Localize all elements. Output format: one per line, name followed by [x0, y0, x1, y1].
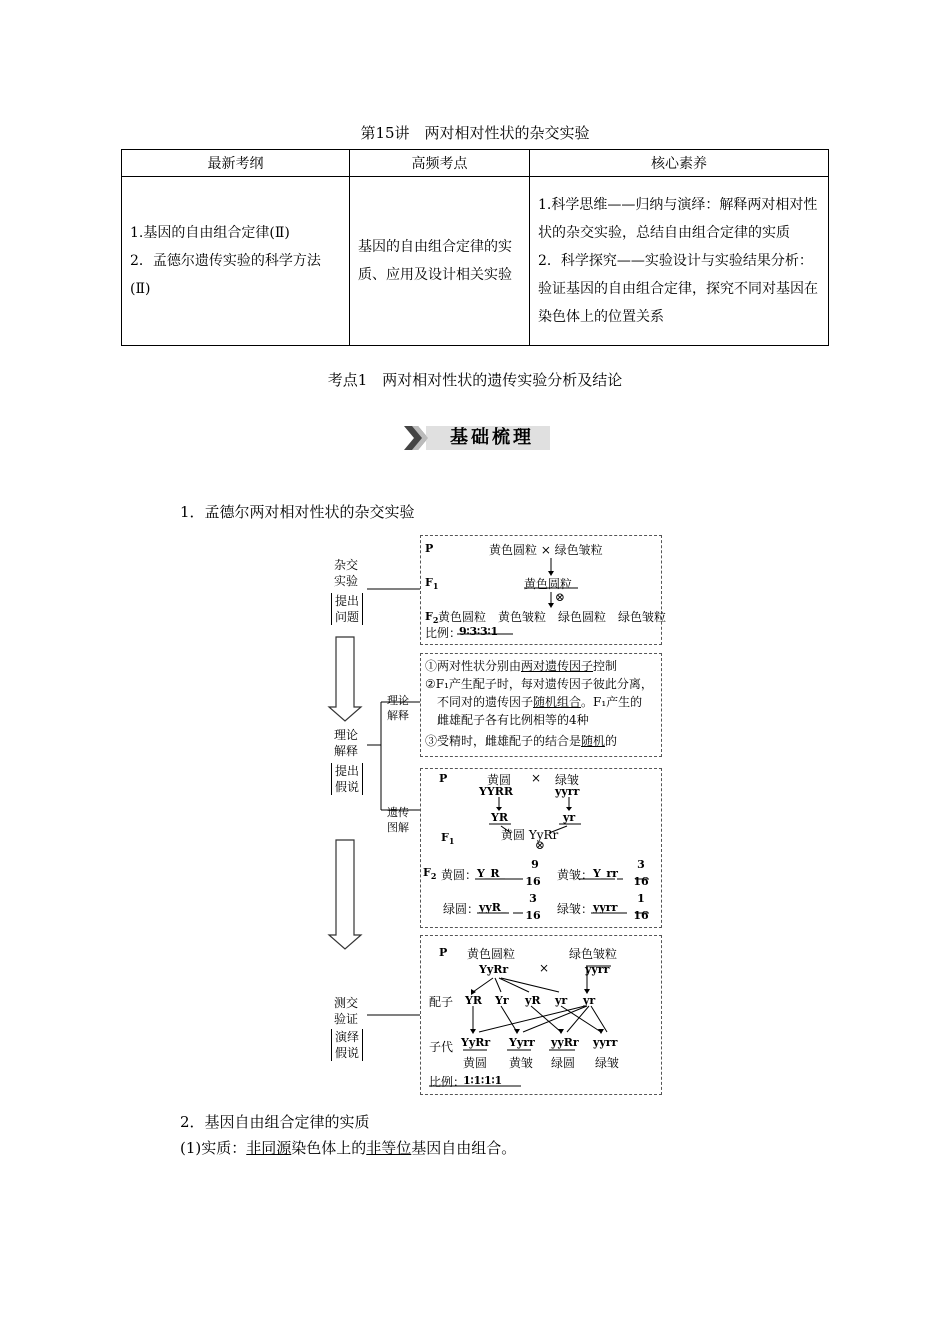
label-theory-branch	[383, 693, 413, 723]
table-header: 核心素养	[530, 150, 829, 177]
offspring-phenotype: 黄圆	[463, 1056, 488, 1070]
theory-line-5	[425, 732, 617, 750]
label-line: 问题	[334, 610, 359, 624]
gamete: yr	[555, 994, 568, 1007]
label-cross-experiment	[331, 557, 361, 589]
f-letter: F	[425, 610, 433, 623]
label-testcross	[331, 995, 361, 1027]
f-letter: F	[441, 831, 449, 844]
f2-green-round-label: 绿圆：	[443, 902, 480, 916]
label-line: 提出	[334, 764, 359, 778]
box-testcross	[420, 935, 662, 1095]
fraction-den: 16	[633, 909, 649, 922]
f-letter: F	[425, 576, 433, 589]
box3-f2-label	[423, 866, 436, 881]
label-line: 假说	[334, 1046, 359, 1060]
box3-geno1: YYRR	[479, 785, 513, 798]
label-pose-question	[331, 593, 363, 625]
box1-parent-cross: 黄色圆粒 × 绿色皱粒	[489, 543, 603, 557]
fraction-den: 16	[525, 875, 541, 888]
box4-pheno1: 黄色圆粒	[467, 947, 516, 961]
box4-pheno2: 绿色皱粒	[569, 947, 618, 961]
text-span: 基因自由组合。	[411, 1139, 517, 1157]
offspring-genotype: yyrr	[593, 1036, 618, 1049]
cell-line: 1.科学思维——归纳与演绎：解释两对相对性状的杂交实验，总结自由组合定律的实质	[538, 197, 818, 241]
box1-f1-pheno: 黄色圆粒	[524, 577, 573, 591]
box-genetic-chart	[420, 768, 662, 928]
text-underlined: 非等位	[366, 1139, 412, 1157]
box3-gamete2: yr	[563, 811, 576, 824]
f-sub: 2	[430, 871, 437, 882]
box1-ratio-label: 比例：	[425, 626, 462, 640]
text-span: 不同对的遗传因子	[437, 695, 534, 709]
table-header: 最新考纲	[122, 150, 350, 177]
lecture-title: 第15讲 两对相对性状的杂交实验	[360, 124, 590, 142]
label-line: 杂交	[333, 558, 358, 572]
self-cross-icon: ⊗	[535, 838, 546, 852]
table-cell	[122, 177, 350, 346]
label-line: 演绎	[334, 1030, 359, 1044]
label-line: 解释	[333, 744, 358, 758]
box4-ratio: 1∶1∶1∶1	[463, 1074, 503, 1087]
label-line: 测交	[333, 996, 358, 1010]
label-theory-explain	[331, 727, 361, 759]
offspring-genotype: yyRr	[551, 1036, 579, 1049]
text-underlined: 随机组合	[533, 695, 582, 709]
point-title: 考点1 两对相对性状的遗传实验分析及结论	[327, 371, 623, 389]
label-line: 提出	[334, 594, 359, 608]
f2-green-wrinkled-geno: yyrr	[593, 901, 618, 914]
text-span: 控制	[593, 659, 618, 673]
theory-line-4: 雌雄配子各有比例相等的4种	[437, 713, 589, 727]
fraction-num: 3	[529, 892, 537, 905]
cell-line: 1.基因的自由组合定律(Ⅱ)	[130, 225, 290, 241]
label-line: 实验	[333, 574, 358, 588]
box3-f1-text: 黄圆 YyRr	[501, 828, 559, 842]
theory-line-3	[437, 693, 642, 711]
f-sub: 1	[448, 836, 455, 847]
table-header: 高频考点	[350, 150, 530, 177]
box4-ratio-label: 比例：	[429, 1075, 466, 1089]
essence-line	[180, 1137, 516, 1158]
box4-geno1: YyRr	[479, 963, 509, 976]
box1-f2-phenos: 黄色圆粒 黄色皱粒 绿色圆粒 绿色皱粒	[438, 610, 667, 624]
label-line: 理论	[387, 694, 409, 707]
label-line: 假说	[334, 780, 359, 794]
box4-gametes-label: 配子	[429, 995, 454, 1009]
text-span: 的	[605, 734, 618, 748]
box1-f2-label	[425, 610, 438, 625]
box3-f1-label	[441, 831, 454, 846]
text-span: 染色体上的	[291, 1139, 367, 1157]
table-cell: 基因的自由组合定律的实质、应用及设计相关实验	[350, 177, 530, 346]
label-hypothesis	[331, 763, 363, 795]
f2-green-round-geno: yyR_	[479, 901, 507, 914]
text-span: ③受精时，雌雄配子的结合是	[425, 734, 582, 748]
label-line: 遗传	[387, 806, 409, 819]
gamete: yr	[583, 994, 596, 1007]
gamete: YR	[465, 994, 482, 1007]
text-underlined: 非同源	[246, 1139, 292, 1157]
box1-ratio: 9∶3∶3∶1	[459, 625, 499, 638]
cell-line: 2．孟德尔遗传实验的科学方法(Ⅱ)	[130, 253, 321, 297]
self-cross-icon: ⊗	[555, 590, 566, 604]
label-line: 验证	[333, 1012, 358, 1026]
gamete: yR	[525, 994, 541, 1007]
box4-arrows	[421, 936, 661, 1094]
fraction-den: 16	[525, 909, 541, 922]
f2-yellow-wrinkled-geno: Y_rr	[593, 867, 618, 880]
box-theory	[420, 653, 662, 757]
box1-f1-label	[425, 576, 438, 591]
offspring-phenotype: 绿皱	[595, 1056, 620, 1070]
box3-gamete1: YR	[491, 811, 508, 824]
text-underlined: 随机	[581, 734, 606, 748]
f-letter: F	[423, 866, 431, 879]
offspring-phenotype: 黄皱	[509, 1056, 534, 1070]
f-sub: 2	[432, 615, 439, 626]
offspring-genotype: YyRr	[461, 1036, 491, 1049]
banner-text: 基础梳理	[450, 427, 534, 448]
box3-pheno1: 黄圆	[487, 773, 512, 787]
label-deduction	[331, 1029, 363, 1061]
box4-cross: ×	[539, 961, 550, 975]
box3-pheno2: 绿皱	[555, 773, 580, 787]
f2-green-wrinkled-label: 绿皱：	[557, 902, 594, 916]
gamete: Yr	[495, 994, 509, 1007]
theory-line-2: ②F₁产生配子时，每对遗传因子彼此分离，	[425, 677, 653, 691]
fraction-num: 9	[531, 858, 539, 871]
text-span: ①两对性状分别由	[425, 659, 522, 673]
offspring-phenotype: 绿圆	[551, 1056, 576, 1070]
text-span: 。F₁产生的	[581, 695, 643, 709]
syllabus-table	[121, 149, 829, 346]
section-banner	[404, 424, 550, 452]
text-span: (1)实质：	[180, 1139, 247, 1157]
f-sub: 1	[432, 581, 439, 592]
f2-yellow-round-label: 黄圆：	[441, 868, 478, 882]
fraction-num: 3	[637, 858, 645, 871]
box3-cross: ×	[531, 771, 542, 785]
fraction-den: 16	[633, 875, 649, 888]
theory-line-1	[425, 657, 617, 675]
box4-p-label: P	[439, 946, 448, 959]
label-line: 解释	[387, 709, 409, 722]
box4-offspring-label: 子代	[429, 1040, 454, 1054]
section-heading: 1．孟德尔两对相对性状的杂交实验	[180, 503, 415, 521]
label-chart-branch	[383, 805, 413, 835]
mendel-diagram	[325, 535, 665, 1097]
table-cell	[530, 177, 829, 346]
cell-line: 2．科学探究——实验设计与实验结果分析：验证基因的自由组合定律，探究不同对基因在染色体上的位置关系	[538, 253, 818, 325]
fraction-num: 1	[637, 892, 645, 905]
box4-geno2: yyrr	[585, 963, 610, 976]
section-heading: 2．基因自由组合定律的实质	[180, 1113, 370, 1131]
box3-geno2: yyrr	[555, 785, 580, 798]
text-underlined: 两对遗传因子	[521, 659, 594, 673]
box-cross-experiment	[420, 535, 667, 645]
box3-p-label: P	[439, 772, 448, 785]
offspring-genotype: Yyrr	[509, 1036, 535, 1049]
f2-yellow-round-geno: Y_R_	[477, 867, 505, 880]
box1-p-label: P	[425, 542, 434, 555]
label-line: 理论	[333, 728, 358, 742]
f2-yellow-wrinkled-label: 黄皱：	[557, 868, 594, 882]
label-line: 图解	[387, 821, 409, 834]
